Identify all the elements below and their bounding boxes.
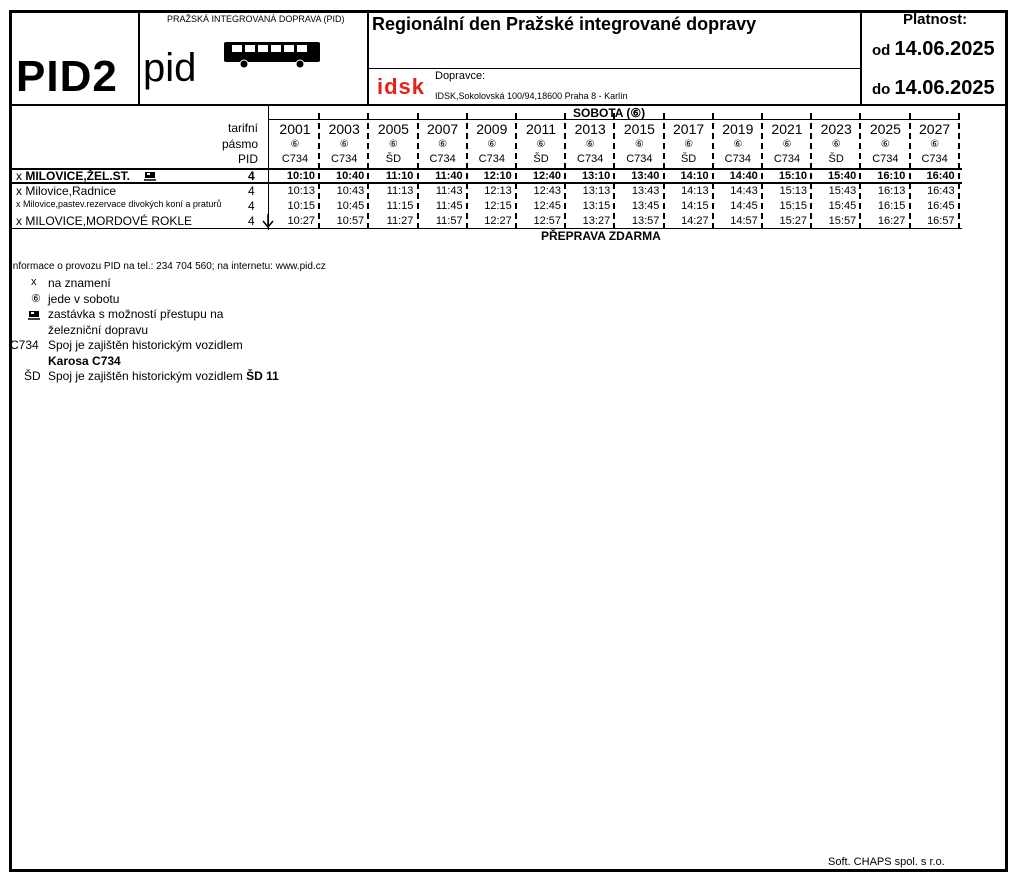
stop-label: MILOVICE,ŽEL.ST. <box>25 169 131 183</box>
departure-time: 11:15 <box>386 200 414 212</box>
line-code: PID2 <box>16 52 118 101</box>
departure-time: 14:10 <box>680 170 709 182</box>
legend-description: na znamení <box>48 276 111 290</box>
legend-description: Spoj je zajištěn historickým vozidlem <box>48 338 243 352</box>
valid-from: od 14.06.2025 <box>872 38 995 60</box>
saturday-symbol: ⑥ <box>880 139 890 150</box>
legend-text <box>48 338 243 352</box>
stop-label: Milovice,pastev.rezervace divokých koní a praturů <box>23 199 222 209</box>
departure-time: 16:57 <box>927 215 955 227</box>
trip-number: 2007 <box>427 121 459 137</box>
departure-time: 15:57 <box>828 215 857 227</box>
departure-time: 10:40 <box>336 170 365 182</box>
stop-name <box>16 184 116 198</box>
stop-label: MILOVICE,MORDOVÉ ROKLE <box>25 214 193 228</box>
trip-number: 2025 <box>869 121 901 137</box>
stop-label: Milovice,Radnice <box>25 184 117 198</box>
trip-number: 2015 <box>623 121 655 137</box>
departure-time: 15:27 <box>779 215 807 227</box>
departure-time: 10:43 <box>336 185 365 197</box>
saturday-symbol: ⑥ <box>487 139 497 150</box>
saturday-symbol: ⑥ <box>290 139 300 150</box>
bus-icon <box>222 40 322 70</box>
saturday-symbol: ⑥ <box>930 139 940 150</box>
legend-text <box>48 307 223 321</box>
info-line: Informace o provozu PID na tel.: 234 704 560; na internetu: www.pid.cz <box>10 261 326 272</box>
trip-number: 2017 <box>673 121 705 137</box>
on-request-mark: x <box>16 214 22 228</box>
pid-label: PID <box>237 152 258 166</box>
valid-to: do 14.06.2025 <box>872 77 995 99</box>
departure-time: 12:27 <box>484 215 512 227</box>
on-request-mark: x <box>16 169 22 183</box>
departure-time: 12:15 <box>484 200 512 212</box>
departure-time: 15:10 <box>778 170 807 182</box>
vehicle-code: ŠD <box>680 153 697 165</box>
departure-time: 12:13 <box>484 185 512 197</box>
departure-time: 16:15 <box>877 200 906 212</box>
saturday-symbol: ⑥ <box>388 139 398 150</box>
trip-number: 2003 <box>328 121 360 137</box>
departure-time: 13:57 <box>631 215 660 227</box>
departure-time: 12:43 <box>533 185 561 197</box>
vehicle-code: C734 <box>478 153 505 165</box>
saturday-symbol: ⑥ <box>782 139 792 150</box>
zone-label: pásmo <box>221 137 258 151</box>
vehicle-code: C734 <box>429 153 456 165</box>
legend-description: jede v sobotu <box>48 291 120 306</box>
departure-time: 15:43 <box>828 185 857 197</box>
trip-number: 2009 <box>476 121 508 137</box>
departure-time: 11:13 <box>386 185 414 197</box>
saturday-symbol: ⑥ <box>438 139 448 150</box>
departure-time: 13:43 <box>631 185 660 197</box>
vehicle-code: ŠD <box>385 153 402 165</box>
legend-text <box>48 276 111 290</box>
departure-time: 13:15 <box>582 200 611 212</box>
legend-description: Karosa C734 <box>48 353 121 368</box>
vehicle-code: C734 <box>872 153 899 165</box>
saturday-symbol: ⑥ <box>831 139 841 150</box>
tariff-zone: 4 <box>248 184 255 198</box>
table-line <box>12 228 962 229</box>
trip-number: 2005 <box>377 121 409 137</box>
legend-symbol: ŠD <box>24 369 41 383</box>
saturday-symbol: ⑥ <box>684 139 694 150</box>
legend-symbol: ⑥ <box>31 292 41 305</box>
trip-number: 2019 <box>722 121 754 137</box>
legend-text <box>48 354 121 368</box>
vehicle-code: ŠD <box>828 153 844 165</box>
trip-number: 2001 <box>279 121 311 137</box>
vehicle-code: C734 <box>921 153 948 165</box>
trip-number: 2021 <box>771 121 803 137</box>
day-label: SOBOTA (⑥) <box>573 106 646 120</box>
header-divider <box>367 12 369 104</box>
departure-time: 15:40 <box>828 170 857 182</box>
departure-time: 12:57 <box>533 215 561 227</box>
carrier-label: Dopravce: <box>435 70 486 82</box>
header-divider <box>138 12 140 104</box>
pid-logo: pid <box>143 46 197 90</box>
vehicle-code: C734 <box>281 153 309 165</box>
stop-name <box>16 199 221 209</box>
stop-name <box>16 169 130 183</box>
departure-time: 15:45 <box>828 200 857 212</box>
train-icon <box>28 310 40 320</box>
departure-time: 16:40 <box>926 170 955 182</box>
departure-time: 13:27 <box>582 215 611 227</box>
header-bottom-line <box>12 104 1006 106</box>
departure-time: 10:10 <box>286 170 315 182</box>
departure-time: 11:27 <box>386 215 414 227</box>
departure-time: 13:40 <box>631 170 660 182</box>
departure-time: 14:27 <box>681 215 709 227</box>
train-icon <box>144 171 156 181</box>
tarif-label: tarifní <box>227 121 258 135</box>
legend-description: železniční dopravu <box>48 322 149 337</box>
stop-name <box>16 214 192 228</box>
header-divider <box>860 12 862 104</box>
saturday-symbol: ⑥ <box>339 139 349 150</box>
vehicle-code: C734 <box>331 153 358 165</box>
vehicle-code: ŠD <box>533 153 549 165</box>
departure-time: 11:43 <box>435 185 463 197</box>
vehicle-code: C734 <box>577 153 604 165</box>
legend-text <box>48 292 119 306</box>
departure-time: 14:15 <box>681 200 709 212</box>
departure-time: 10:13 <box>287 185 315 197</box>
trip-number: 2023 <box>820 121 852 137</box>
footer-credit: Soft. CHAPS spol. s r.o. <box>828 856 945 868</box>
departure-time: 16:43 <box>927 185 955 197</box>
direction-arrow-icon <box>262 214 274 228</box>
legend-text <box>48 369 279 383</box>
tariff-zone: 4 <box>248 214 255 228</box>
legend-bold: ŠD 11 <box>246 369 279 383</box>
header-divider <box>368 68 860 69</box>
departure-time: 10:15 <box>287 200 315 212</box>
departure-time: 13:45 <box>631 200 660 212</box>
departure-time: 13:10 <box>582 170 611 182</box>
departure-time: 14:45 <box>730 200 758 212</box>
tariff-zone: 4 <box>248 169 255 183</box>
departure-time: 12:10 <box>483 170 512 182</box>
free-transport-note: PŘEPRAVA ZDARMA <box>541 229 661 243</box>
departure-time: 15:13 <box>779 185 807 197</box>
legend-symbol: x <box>31 276 37 288</box>
departure-time: 13:13 <box>582 185 611 197</box>
trip-number: 2013 <box>574 121 606 137</box>
departure-time: 14:43 <box>730 185 758 197</box>
departure-time: 16:13 <box>877 185 906 197</box>
departure-time: 16:27 <box>877 215 906 227</box>
saturday-symbol: ⑥ <box>536 139 546 150</box>
departure-time: 16:45 <box>927 200 955 212</box>
departure-time: 12:40 <box>532 170 561 182</box>
tariff-zone: 4 <box>248 199 255 213</box>
on-request-mark: x <box>16 199 21 209</box>
carrier-address: IDSK,Sokolovská 100/94,18600 Praha 8 - Karlín <box>435 91 628 101</box>
saturday-symbol: ⑥ <box>634 139 644 150</box>
departure-time: 12:45 <box>533 200 561 212</box>
timetable-title: Regionální den Pražské integrované dopravy <box>372 14 757 34</box>
departure-time: 11:45 <box>435 200 463 212</box>
departure-time: 14:40 <box>729 170 758 182</box>
on-request-mark: x <box>16 184 22 198</box>
legend-description: zastávka s možností přestupu na <box>48 307 224 321</box>
trip-number: 2027 <box>919 121 951 137</box>
saturday-symbol: ⑥ <box>585 139 595 150</box>
departure-time: 14:57 <box>730 215 758 227</box>
departure-time: 14:13 <box>681 185 709 197</box>
legend-text <box>48 323 148 337</box>
departure-time: 11:40 <box>435 170 463 182</box>
departure-time: 11:57 <box>435 215 463 227</box>
departure-time: 10:45 <box>336 200 365 212</box>
vehicle-code: C734 <box>724 153 751 165</box>
validity-label: Platnost: <box>903 11 968 28</box>
column-divider <box>958 113 960 229</box>
departure-time: 15:15 <box>779 200 807 212</box>
departure-time: 11:10 <box>385 170 414 182</box>
departure-time: 10:27 <box>287 215 315 227</box>
legend-description: Spoj je zajištěn historickým vozidlem <box>48 369 247 383</box>
organization-name: PRAŽSKÁ INTEGROVANÁ DOPRAVA (PID) <box>167 14 345 24</box>
table-line <box>12 182 962 184</box>
carrier-logo: idsk <box>377 74 426 99</box>
saturday-symbol: ⑥ <box>733 139 743 150</box>
vehicle-code: C734 <box>773 153 801 165</box>
trip-number: 2011 <box>525 121 557 137</box>
legend-symbol: C734 <box>10 338 39 352</box>
departure-time: 10:57 <box>336 215 365 227</box>
vehicle-code: C734 <box>626 153 653 165</box>
departure-time: 16:10 <box>877 170 906 182</box>
